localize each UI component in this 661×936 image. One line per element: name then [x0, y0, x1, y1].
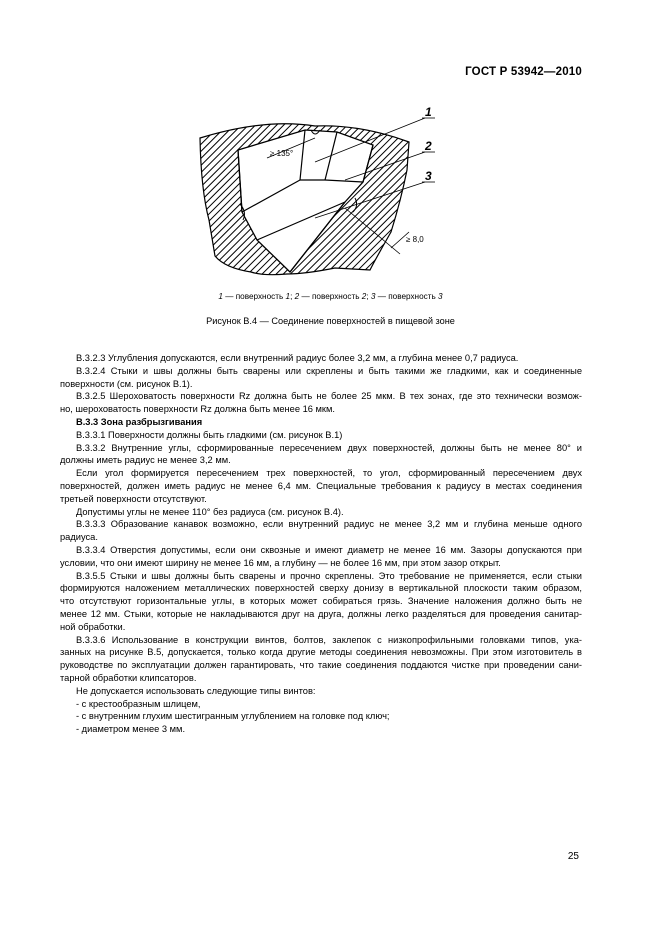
text-line: руководстве по эксплуатации должен гарантировать, что такие соединения поддаются чистке при проведении сани- [60, 660, 582, 671]
text-line: В.3.3.1 Поверхности должны быть гладкими (см. рисунок В.1) [76, 429, 343, 440]
surface-junction-figure [195, 100, 455, 290]
paragraph [0, 544, 661, 570]
text-line: В.3.2.5 Шероховатость поверхности Rz должна быть не более 25 мкм. В тех зонах, где это технически возмож- [76, 391, 582, 402]
paragraph [0, 390, 661, 416]
body-text [0, 352, 661, 736]
paragraph [0, 506, 661, 519]
text-line: Допустимы углы не менее 110° без радиуса (см. рисунок В.4). [76, 506, 344, 517]
legend-text: — поверхность [375, 292, 439, 301]
text-line: В.3.3.3 Образование канавок возможно, если внутренний радиус не менее 3,2 мм и глубина меньше одного [76, 519, 582, 530]
text-line: - с крестообразным шлицем, [76, 698, 201, 709]
text-line: ной обработки. [60, 621, 126, 632]
legend-var-2: 2 [361, 292, 367, 301]
legend-num-1: 1 [218, 292, 223, 301]
paragraph [0, 365, 661, 391]
paragraph [0, 352, 661, 365]
paragraph [0, 467, 661, 505]
angle-label: ≥ 135° [270, 149, 294, 158]
text-line: В.3.5.5 Стыки и швы должны быть сварены и прочно скреплены. Это требование не применяется, если стыки [76, 570, 582, 581]
legend-var-1: 1 [285, 292, 291, 301]
page-number: 25 [567, 851, 579, 862]
text-line: - с внутренним глухим шестигранным углублением на головке под ключ; [76, 711, 390, 722]
paragraph [0, 570, 661, 634]
paragraph [0, 518, 661, 544]
legend-text: — поверхность [222, 292, 286, 301]
text-line: В.3.3.4 Отверстия допустимы, если они сквозные и имеют диаметр не менее 16 мм. Зазоры допускаются при [76, 544, 582, 555]
text-line: В.3.3.6 Использование в конструкции винтов, болтов, заклепок с низкопрофильными головками типов, ука- [76, 634, 582, 645]
text-line: третьей поверхности отсутствуют. [60, 493, 207, 504]
text-line: что отсутствуют горизонтальные углы, в которых может собираться грязь. Значение наложения должно быть не [60, 596, 582, 607]
text-line: поверхности (см. рисунок В.1). [60, 378, 193, 389]
standard-header: ГОСТ Р 53942—2010 [465, 66, 582, 78]
legend-sep: ; [290, 292, 295, 301]
text-line: поверхностей, должен иметь радиус не менее 6,4 мм. Специальные требования к радиусу в местах соединения [60, 480, 582, 491]
depth-label: ≥ 8,0 [406, 235, 424, 244]
text-line: тарной обработки клипсаторов. [60, 672, 197, 683]
text-line: занных на рисунке В.5, допускается, только когда другие методы соединения невозможны. При этом изготовитель в [60, 647, 582, 658]
paragraph [0, 442, 661, 468]
paragraph [0, 723, 661, 736]
legend-text: — поверхность [299, 292, 362, 301]
paragraph [0, 416, 661, 429]
callout-2: 2 [425, 139, 432, 153]
text-line: - диаметром менее 3 мм. [76, 724, 186, 735]
text-line: должны иметь радиус не менее 3,2 мм. [60, 455, 231, 466]
paragraph [0, 634, 661, 685]
legend-sep: ; [366, 292, 371, 301]
legend-num-3: 3 [370, 292, 376, 301]
text-line: В.3.2.4 Стыки и швы должны быть сварены или скреплены и быть такими же гладкими, как и соединенные [76, 365, 582, 376]
paragraph [0, 429, 661, 442]
legend-num-2: 2 [294, 292, 300, 301]
text-line: условии, что они имеют ширину не менее 16 мм, а глубину — не более 16 мм, при этом зазор открыт. [60, 557, 501, 568]
text-line: радиуса. [60, 532, 98, 543]
callout-1: 1 [425, 105, 432, 119]
text-line: Не допускается использовать следующие типы винтов: [76, 685, 316, 696]
text-line: Если угол формируется пересечением трех поверхностей, то угол, сформированный пересечением двух [76, 468, 582, 479]
paragraph [0, 698, 661, 711]
legend-var-3: 3 [438, 292, 443, 301]
text-line: менее 12 мм. Стыки, которые не накладываются друг на друга, должны легко разделяться для проведения санитар- [60, 608, 582, 619]
paragraph [0, 710, 661, 723]
paragraph [0, 685, 661, 698]
text-line: но, шероховатость поверхности Rz должна быть менее 16 мкм. [60, 404, 335, 415]
figure-caption: Рисунок В.4 — Соединение поверхностей в пищевой зоне [206, 316, 455, 326]
callout-3: 3 [425, 169, 432, 183]
text-line: В.3.2.3 Углубления допускаются, если внутренний радиус более 3,2 мм, а глубина менее 0,7 радиуса. [76, 353, 519, 363]
text-line: формируются наложением металлических поверхностей сверху донизу в вертикальной плоскости таким образом, [60, 583, 582, 594]
text-line: В.3.3 Зона разбрызгивания [76, 416, 203, 427]
text-line: В.3.3.2 Внутренние углы, сформированные пересечением двух поверхностей, должны быть не менее 80° и [76, 442, 582, 453]
figure-legend [0, 292, 661, 301]
